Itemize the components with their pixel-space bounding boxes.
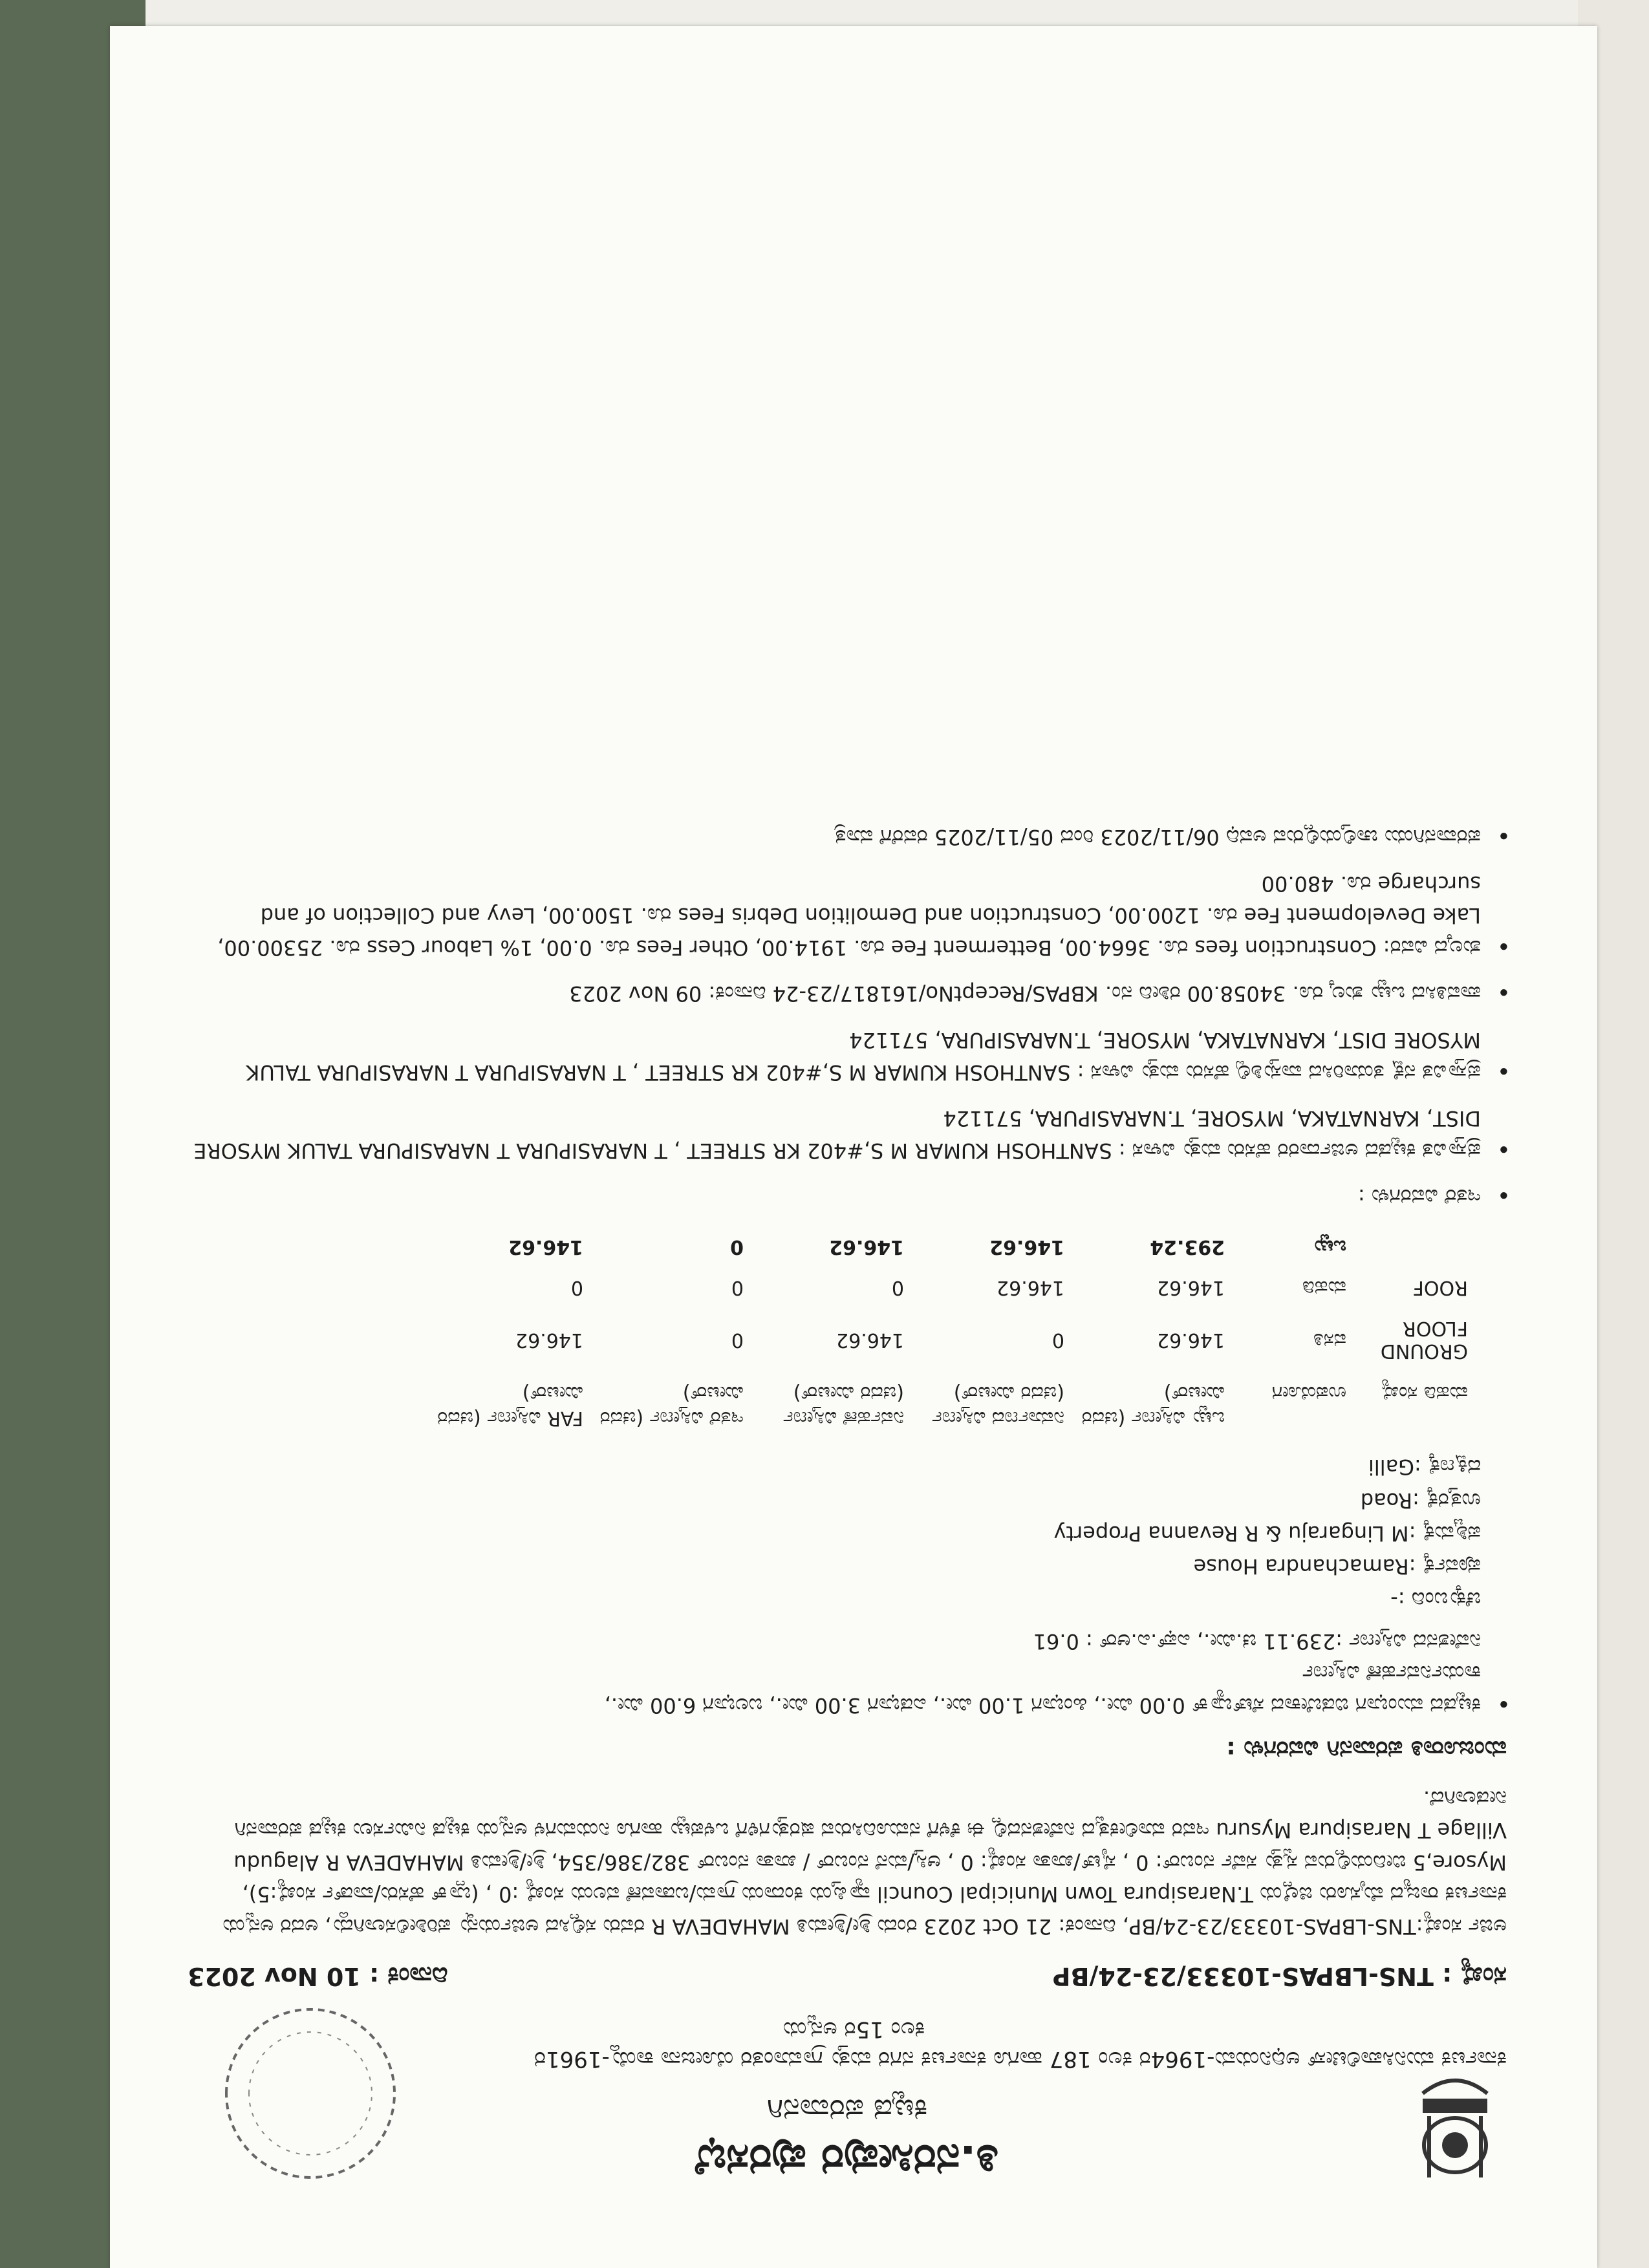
table-cell: 0 [730,1236,744,1259]
issue-date: ದಿನಾಂಕ : 10 Nov 2023 [188,1962,448,1991]
table-cell: 146.62 [989,1236,1064,1259]
table-cell: ROOF [1412,1276,1468,1300]
state-emblem-icon [1403,2061,1507,2190]
table-cell [1346,1226,1468,1267]
plot-area-line: ನಿವೇಶನದ ವಿಸ್ತೀರ್ಣ :239.11 ಚ.ಮೀ., ಎಫ್.ಎ.ಆರ್ : 0.61 [1033,1629,1481,1654]
fees-breakup: • ಶುಲ್ಕದ ವಿವರ: Construction fees ರೂ. 3664.00, Betterment Fee ರೂ. 1914.00, Other Fees ರೂ. 0.00, 1% Labour Cess ರೂ. 25300.00, Lake Development Fee ರೂ. 1200.00, Construction and Demolition Debris Fees ರೂ. 1500.00, Levy and Collection of and surcharge ರೂ. 480.00 [175,867,1520,963]
table-cell: 146.62 [829,1236,904,1259]
table-header-row [391,1371,1468,1435]
architect-details: • ಪ್ರಸ್ತಾವಿತ ನಕ್ಷೆ ತಯಾರಿಸಿದ ವಾಸ್ತುಶಿಲ್ಪಿ ಹೆಸರು ಮತ್ತು ವಿಳಾಸ : SANTHOSH KUMAR M S,#402 KR STREET , T NARASIPURA T NARASIPURA TALUK MYSORE DIST, KARNATAKA, MYSORE, T.NARASIPURA, 571124 [175,1023,1520,1087]
table-header: ಉಪಯೋಗ [1271,1382,1346,1405]
table-cell: ಮಹಡಿ [1302,1276,1346,1300]
table-cell: 0 [570,1276,583,1300]
act-reference-section: ಕಲಂ 15ರ ಅನ್ವಯ [782,2017,925,2042]
table-header: FAR ವಿಸ್ತೀರ್ಣ (ಚದರ ಮೀಟರ್) [437,1382,583,1430]
validity-period: • ಪರವಾನಗಿಯು ಚಾಲ್ತಿಯಲ್ಲಿರುವ ಅವಧಿ 06/11/2023 ರಿಂದ 05/11/2025 ರವರೆಗೆ ಮಾತ್ರ [175,820,1520,853]
details-heading: ಮಂಜೂರಾತಿ ಪರವಾನಗಿ ವಿವರಗಳು : [1226,1736,1507,1763]
table-cell: 0 [731,1328,744,1351]
setbacks-item [175,1625,1520,1721]
table-cell: 0 [1051,1328,1064,1351]
building-permit-document [110,26,1597,2268]
table-cell: 146.62 [1157,1276,1225,1300]
floor-area-table [391,1226,1468,1435]
table-header: ಇತರೆ ವಿಸ್ತೀರ್ಣ (ಚದರ ಮೀಟರ್) [599,1382,744,1430]
table-total-row [391,1226,1468,1267]
office-seal-stamp-icon [213,1996,407,2190]
reference-number: ಸಂಖ್ಯೆ : TNS-LBPAS-10333/23-24/BP [1052,1962,1507,1991]
setbacks-line: • ಕಟ್ಟಡದ ಮುಂಭಾಗ ಬಿಡಬೇಕಾದ ಸೆಟ್‌ಬ್ಯಾಕ್ 0.00 ಮೀ., ಹಿಂಭಾಗ 1.00 ಮೀ., ಎಡಭಾಗ 3.00 ಮೀ., ಬಲಭಾಗ 6.00 ಮೀ., [604,1693,1481,1718]
table-header: ಮಹಡಿ ಸಂಖ್ಯೆ [1381,1382,1468,1405]
table-cell: 146.62 [508,1236,583,1259]
boundaries-block [175,1450,1520,1616]
table-header: ನಿರ್ಮಾಣದ ವಿಸ್ತೀರ್ಣ (ಚದರ ಮೀಟರ್) [932,1382,1064,1430]
table-cell: 0 [891,1276,904,1300]
table-cell: 146.62 [1157,1328,1225,1351]
boundary-west: ಪಶ್ಚಿಮಕ್ಕೆ :M Lingaraju & R Revanna Property [1053,1521,1481,1546]
table-header: ನಿರ್ವಹಣೆ ವಿಸ್ತೀರ್ಣ (ಚದರ ಮೀಟರ್) [783,1382,904,1430]
table-cell: 146.62 [997,1276,1064,1300]
fees-paid: • ಪಾವತಿಸಿದ ಒಟ್ಟು ಶುಲ್ಕ ರೂ. 34058.00 ರಶೀದಿ ನಂ. KBPAS/ReceptNo/161817/23-24 ದಿನಾಂಕ: 09 Nov 2023 [175,978,1520,1010]
table-cell: 293.24 [1150,1236,1225,1259]
table-cell: ವಸತಿ [1313,1328,1346,1351]
table-cell: 0 [731,1276,744,1300]
table-cell: ಒಟ್ಟು [1313,1236,1346,1259]
intro-paragraph: ಅರ್ಜಿ ಸಂಖ್ಯೆ:TNS-LBPAS-10333/23-24/BP, ದಿನಾಂಕ: 21 Oct 2023 ರಂದು ಶ್ರೀ/ಶ್ರೀಮತಿ MAHADEVA R ರವರು ಸಲ್ಲಿಸಿದ ಅರ್ಜಿಯನ್ನು ಪರಿಶೀಲಿಸಲಾಗಿದ್ದು, ಅದರ ಅನ್ವಯ ಕರ್ನಾಟಕ ರಾಜ್ಯದ ಮೈಸೂರು ಜಿಲ್ಲೆಯ T.Narasipura Town Municipal Council ವ್ಯಾಪ್ತಿಯ ಕಂದಾಯ ಗ್ರಾಮ/ಬಡಾವಣೆ ವಲಯ ಸಂಖ್ಯೆ :0 , (ಬ್ಲಾಕ್ ಹೆಸರು/ವಾರ್ಡ್ ಸಂಖ್ಯೆ:5), Mysore,5 ಬೀದಿಯಲ್ಲಿರುವ ಸ್ವತ್ತು ಸರ್ವೆ ನಂಬರ್: 0 , ಸೈಟ್/ಖಾತಾ ಸಂಖ್ಯೆ: 0 , ಆಸ್ತಿ/ಮನೆ ನಂಬರ್ / ಖಾತಾ ನಂಬರ್ 382/386/354, ಶ್ರೀ/ಶ್ರೀಮತಿ MAHADEVA R Alagudu Village T Narasipura Mysuru ಇವರ ಮಾಲೀಕತ್ವದ ನಿವೇಶನದಲ್ಲಿ ಈ ಕೆಳಗೆ ನಮೂದಿಸಿರುವ ಷರತ್ತುಗಳಿಗೆ ಒಳಪಟ್ಟು ಹಾಗೂ ನಿಯಮಗಳ ಅನ್ವಯ ಕಟ್ಟಡ ನಿರ್ಮಿಸಲು ಕಟ್ಟಡ ಪರವಾನಗಿ ನೀಡಲಾಗಿದೆ. [222,1786,1507,1939]
boundary-south: ದಕ್ಷಿಣಕ್ಕೆ :Galli [1368,1455,1481,1480]
office-title: ತಿ.ನರಸೀಪುರ ಪುರಸಭೆ [695,2135,999,2185]
boundary-east: ಪೂರ್ವಕ್ಕೆ :Ramachandra House [1193,1554,1481,1579]
certificate-title: ಕಟ್ಟಡ ಪರವಾನಗಿ [766,2093,928,2128]
boundaries-heading: ಚೆಕ್ಕುಬಂದಿ :- [1390,1587,1481,1612]
table-cell: 146.62 [836,1328,904,1351]
table-header: ಒಟ್ಟು ವಿಸ್ತೀರ್ಣ (ಚದರ ಮೀಟರ್) [1081,1382,1225,1430]
table-row [391,1308,1468,1371]
boundary-north: ಉತ್ತರಕ್ಕೆ :Road [1360,1488,1481,1513]
table-cell: GROUND FLOOR [1380,1317,1468,1363]
applicant-details: • ಪ್ರಸ್ತಾವಿತ ಕಟ್ಟಡದ ಅರ್ಜಿದಾರರ ಹೆಸರು ಮತ್ತು ವಿಳಾಸ : SANTHOSH KUMAR M S,#402 KR STREET , T NARASIPURA T NARASIPURA TALUK MYSORE DIST, KARNATAKA, MYSORE, T.NARASIPURA, 571124 [175,1102,1520,1166]
setbacks-area-label: ಕಾರ್ಯನಿರ್ವಹಣೆ ವಿಸ್ತೀರ್ಣ [1302,1661,1481,1686]
act-reference: ಕರ್ನಾಟಕ ಮುನಿಸಿಪಾಲಿಟೀಸ್ ಅಧಿನಿಯಮ-1964ರ ಕಲಂ 187 ಹಾಗೂ ಕರ್ನಾಟಕ ನಗರ ಮತ್ತು ಗ್ರಾಮಾಂತರ ಯೋಜನಾ ಕಾಯ್ದೆ-1961ರ [534,2046,1507,2072]
table-cell: 146.62 [515,1328,583,1351]
table-row [391,1267,1468,1308]
other-details-heading: • ಇತರೆ ವಿವರಗಳು : [175,1181,1520,1213]
reference-row [175,1962,1520,1991]
